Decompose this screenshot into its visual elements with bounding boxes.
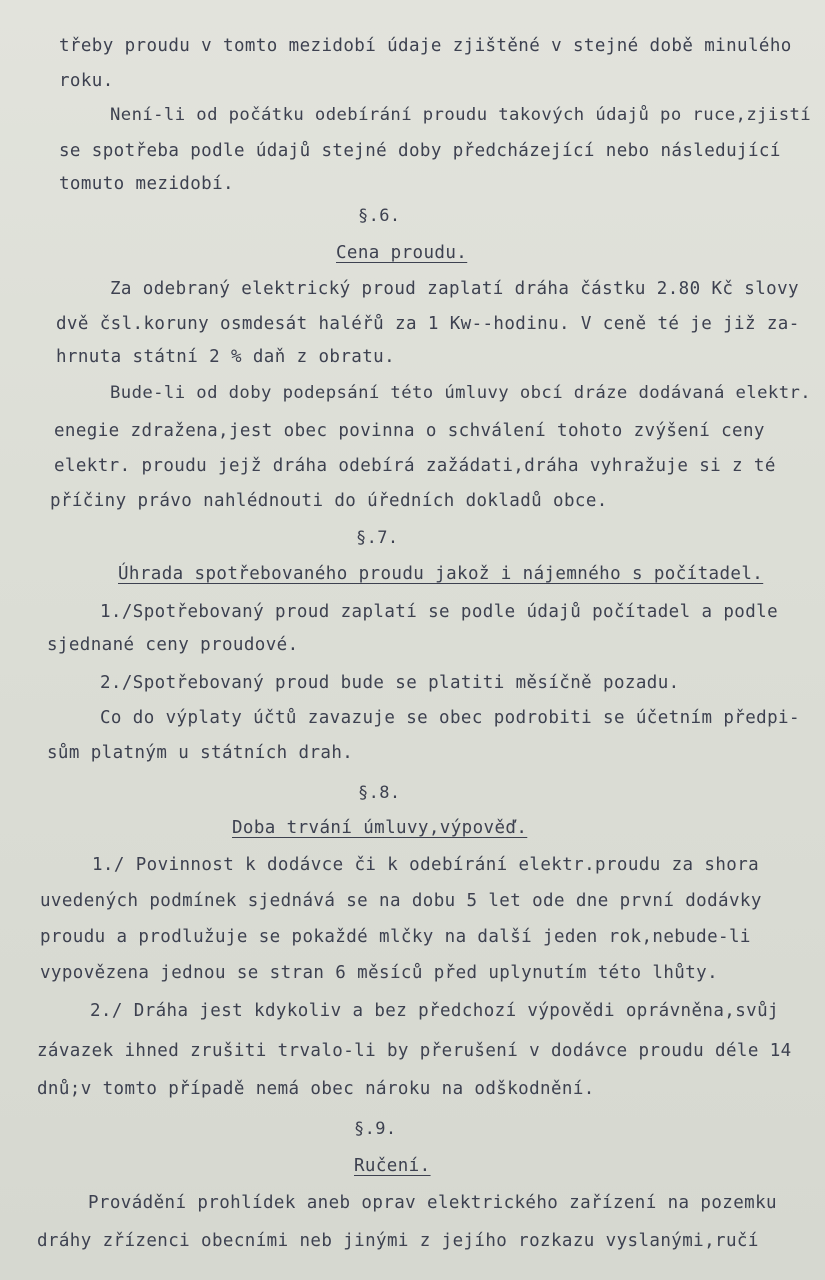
text-line: dráhy zřízenci obecními neb jinými z jejího rozkazu vyslanými,ručí — [37, 1231, 759, 1251]
text-line: roku. — [59, 71, 114, 91]
section-number: §.9. — [354, 1119, 397, 1139]
text-line: se spotřeba podle údajů stejné doby předcházející nebo následující — [59, 141, 781, 161]
text-line: vypovězena jednou se stran 6 měsíců před uplynutím této lhůty. — [40, 963, 719, 983]
text-line: hrnuta státní 2 % daň z obratu. — [56, 347, 396, 367]
text-line: 2./ Dráha jest kdykoliv a bez předchozí výpovědi oprávněna,svůj — [90, 1001, 779, 1021]
text-line: dvě čsl.koruny osmdesát haléřů za 1 Kw--hodinu. V ceně té je již za- — [56, 314, 800, 334]
text-line: 1./ Povinnost k dodávce či k odebírání elektr.proudu za shora — [92, 855, 760, 875]
section-number: §.6. — [358, 206, 401, 226]
text-line: Provádění prohlídek aneb oprav elektrického zařízení na pozemku — [88, 1193, 777, 1213]
text-line: Bude-li od doby podepsání této úmluvy obcí dráze dodávaná elektr. — [110, 383, 812, 403]
text-line: 2./Spotřebovaný proud bude se platiti měsíčně pozadu. — [100, 673, 680, 693]
section-number: §.8. — [358, 783, 401, 803]
text-line: příčiny právo nahlédnouti do úředních dokladů obce. — [50, 491, 608, 511]
text-line: enegie zdražena,jest obec povinna o schválení tohoto zvýšení ceny — [54, 421, 765, 441]
text-line: dnů;v tomto případě nemá obec nároku na odškodnění. — [37, 1079, 595, 1099]
text-line: třeby proudu v tomto mezidobí údaje zjištěné v stejné době minulého — [59, 36, 792, 56]
section-number: §.7. — [356, 528, 399, 548]
text-line: elektr. proudu jejž dráha odebírá zažádati,dráha vyhražuje si z té — [54, 456, 776, 476]
text-line: sům platným u státních drah. — [47, 743, 354, 763]
text-line: tomuto mezidobí. — [59, 174, 234, 194]
text-line: Není-li od počátku odebírání proudu takových údajů po ruce,zjistí — [110, 105, 812, 125]
text-line: proudu a prodlužuje se pokaždé mlčky na další jeden rok,nebude-li — [40, 927, 751, 947]
text-line: Za odebraný elektrický proud zaplatí dráha částku 2.80 Kč slovy — [110, 279, 799, 299]
text-line: 1./Spotřebovaný proud zaplatí se podle údajů počítadel a podle — [100, 602, 779, 622]
text-line: Co do výplaty účtů zavazuje se obec podrobiti se účetním předpi- — [100, 708, 800, 728]
text-line: uvedených podmínek sjednává se na dobu 5 let ode dne první dodávky — [40, 891, 762, 911]
section-heading: Doba trvání úmluvy,výpověď. — [232, 818, 528, 838]
section-heading: Ručení. — [354, 1156, 431, 1176]
text-line: sjednané ceny proudové. — [47, 635, 299, 655]
text-line: závazek ihned zrušiti trvalo-li by přerušení v dodávce proudu déle 14 — [37, 1041, 792, 1061]
section-heading: Cena proudu. — [336, 243, 468, 263]
section-heading: Úhrada spotřebovaného proudu jakož i nájemného s počítadel. — [118, 564, 764, 584]
